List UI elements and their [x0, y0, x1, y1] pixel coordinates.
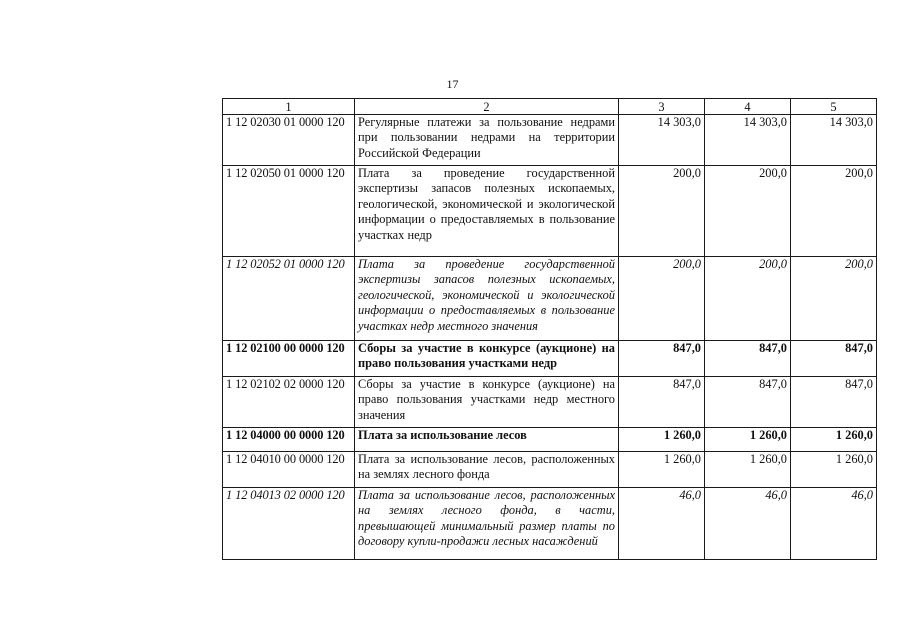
amount-year-2: 1 260,0 [705, 428, 791, 452]
column-header-year-2: 4 [705, 99, 791, 115]
table-row [223, 452, 877, 488]
revenue-code: 1 12 04000 00 0000 120 [223, 428, 355, 452]
table-row [223, 257, 877, 341]
revenue-code: 1 12 02100 00 0000 120 [223, 341, 355, 377]
amount-year-3: 14 303,0 [791, 115, 877, 166]
budget-table [222, 98, 877, 560]
amount-year-2: 46,0 [705, 488, 791, 560]
amount-year-1: 14 303,0 [619, 115, 705, 166]
revenue-code: 1 12 02102 02 0000 120 [223, 377, 355, 428]
amount-year-1: 847,0 [619, 377, 705, 428]
table-row [223, 115, 877, 166]
table-row [223, 341, 877, 377]
revenue-name: Плата за использование лесов, расположенных на землях лесного фонда, в части, превышающей минимальный размер платы по договору купли-продажи лесных насаждений [355, 488, 619, 560]
amount-year-1: 200,0 [619, 166, 705, 257]
revenue-name: Плата за проведение государственной экспертизы запасов полезных ископаемых, геологической, экономической и экологической информации о предоставляемых в пользование участках недр [355, 166, 619, 257]
table-row [223, 488, 877, 560]
page-number: 17 [446, 77, 459, 91]
revenue-name: Сборы за участие в конкурсе (аукционе) на право пользования участками недр местного значения [355, 377, 619, 428]
amount-year-2: 200,0 [705, 257, 791, 341]
column-header-name: 2 [355, 99, 619, 115]
amount-year-3: 46,0 [791, 488, 877, 560]
revenue-code: 1 12 02052 01 0000 120 [223, 257, 355, 341]
revenue-name: Плата за проведение государственной экспертизы запасов полезных ископаемых, геологической, экономической и экологической информации о предоставляемых в пользование участках недр местного значения [355, 257, 619, 341]
amount-year-3: 847,0 [791, 377, 877, 428]
amount-year-1: 1 260,0 [619, 452, 705, 488]
amount-year-1: 847,0 [619, 341, 705, 377]
amount-year-1: 46,0 [619, 488, 705, 560]
amount-year-3: 847,0 [791, 341, 877, 377]
amount-year-2: 1 260,0 [705, 452, 791, 488]
amount-year-2: 14 303,0 [705, 115, 791, 166]
column-header-code: 1 [223, 99, 355, 115]
amount-year-3: 200,0 [791, 257, 877, 341]
revenue-name: Плата за использование лесов, расположенных на землях лесного фонда [355, 452, 619, 488]
revenue-code: 1 12 02050 01 0000 120 [223, 166, 355, 257]
amount-year-2: 847,0 [705, 341, 791, 377]
revenue-code: 1 12 04013 02 0000 120 [223, 488, 355, 560]
revenue-name: Плата за использование лесов [355, 428, 619, 452]
amount-year-2: 847,0 [705, 377, 791, 428]
amount-year-2: 200,0 [705, 166, 791, 257]
table-row [223, 428, 877, 452]
revenue-name: Сборы за участие в конкурсе (аукционе) на право пользования участками недр [355, 341, 619, 377]
table-row [223, 377, 877, 428]
amount-year-3: 200,0 [791, 166, 877, 257]
amount-year-1: 1 260,0 [619, 428, 705, 452]
revenue-code: 1 12 04010 00 0000 120 [223, 452, 355, 488]
amount-year-3: 1 260,0 [791, 428, 877, 452]
column-header-year-3: 5 [791, 99, 877, 115]
revenue-name: Регулярные платежи за пользование недрами при пользовании недрами на территории Российской Федерации [355, 115, 619, 166]
revenue-code: 1 12 02030 01 0000 120 [223, 115, 355, 166]
table-row [223, 166, 877, 257]
column-header-year-1: 3 [619, 99, 705, 115]
amount-year-3: 1 260,0 [791, 452, 877, 488]
amount-year-1: 200,0 [619, 257, 705, 341]
table-header-row [223, 99, 877, 115]
